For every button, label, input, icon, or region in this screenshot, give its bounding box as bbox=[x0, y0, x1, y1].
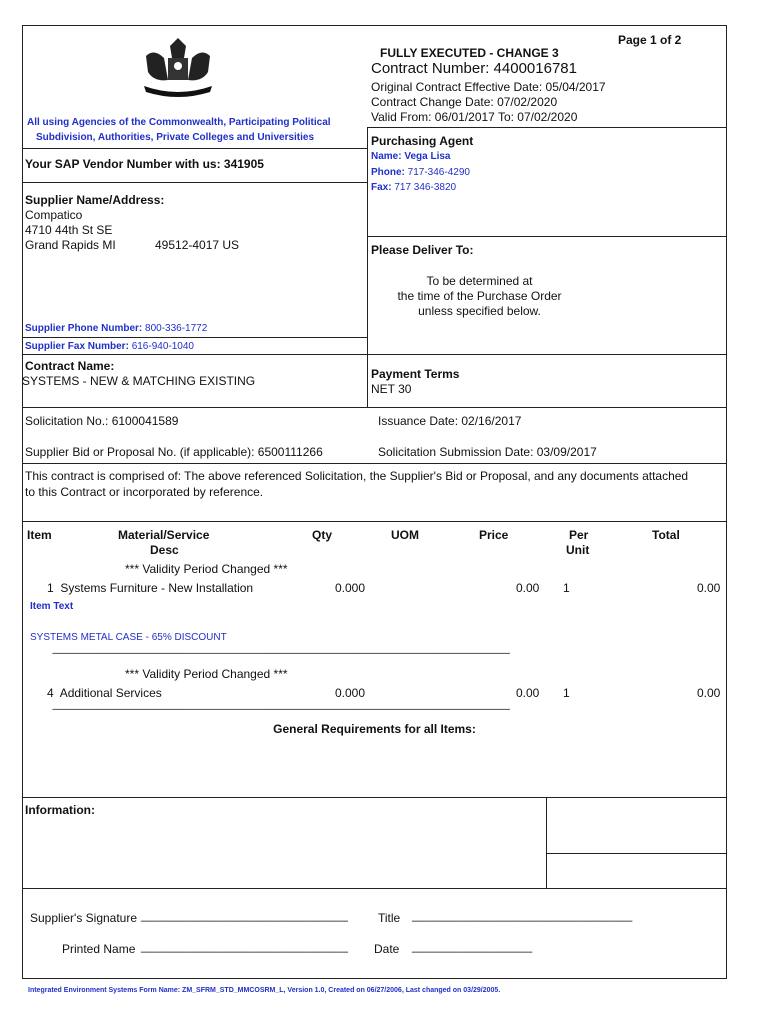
contract-number: Contract Number: 4400016781 bbox=[371, 60, 577, 77]
item-qty: 0.000 bbox=[335, 686, 366, 700]
comprised-line-2: to this Contract or incorporated by reference. bbox=[25, 485, 264, 499]
item-num: 4 Additional Services bbox=[47, 686, 162, 700]
divider bbox=[367, 127, 368, 407]
divider bbox=[22, 888, 727, 889]
comprised-line-1: This contract is comprised of: The above referenced Solicitation, the Supplier's Bid or Proposal, and any documents attached bbox=[25, 469, 689, 483]
date-label: Date bbox=[374, 942, 400, 956]
item-per: 1 bbox=[563, 686, 570, 700]
divider bbox=[22, 148, 367, 149]
divider bbox=[22, 337, 367, 338]
supplier-name: Compatico bbox=[25, 208, 83, 222]
form-footer: Integrated Environment Systems Form Name: ZM_SFRM_STD_MMCOSRM_L, Version 1.0, Created on 06/27/2006, Last changed on 03/29/2005. bbox=[28, 987, 501, 994]
page-number: Page 1 of 2 bbox=[618, 33, 682, 47]
valid-range: Valid From: 06/01/2017 To: 07/02/2020 bbox=[371, 110, 578, 124]
agent-fax: Fax: 717 346-3820 bbox=[371, 182, 457, 193]
vendor-number: Your SAP Vendor Number with us: 341905 bbox=[25, 157, 264, 171]
title-line[interactable]: _________________________________ bbox=[412, 908, 633, 922]
divider bbox=[367, 236, 727, 237]
agent-phone: Phone: 717-346-4290 bbox=[371, 167, 470, 178]
deliver-heading: Please Deliver To: bbox=[371, 243, 474, 257]
contract-name-heading: Contract Name: bbox=[25, 359, 115, 373]
agencies-line-2: Subdivision, Authorities, Private Colleges and Universities bbox=[36, 132, 315, 143]
col-per-2: Unit bbox=[566, 543, 590, 557]
information-heading: Information: bbox=[25, 803, 95, 817]
item-text-label: Item Text bbox=[30, 601, 74, 612]
item-total: 0.00 bbox=[697, 686, 721, 700]
agent-heading: Purchasing Agent bbox=[371, 134, 474, 148]
payment-terms: NET 30 bbox=[371, 382, 412, 396]
date-line[interactable]: __________________ bbox=[412, 939, 533, 953]
supplier-phone: Supplier Phone Number: 800-336-1772 bbox=[25, 323, 208, 334]
divider bbox=[22, 354, 727, 355]
separator-dashes: ------------------------------------------------------------------------------------------------------------------------------------------------------------------------------------------------------------------------------------- bbox=[52, 704, 510, 714]
supplier-city: Grand Rapids MI bbox=[25, 238, 116, 252]
contract-name: SYSTEMS - NEW & MATCHING EXISTING bbox=[22, 374, 256, 388]
bid-number: Supplier Bid or Proposal No. (if applicable): 6500111266 bbox=[25, 445, 323, 459]
col-uom: UOM bbox=[391, 528, 419, 542]
deliver-line-1: To be determined at bbox=[426, 274, 533, 288]
general-requirements: General Requirements for all Items: bbox=[273, 722, 476, 736]
divider bbox=[367, 127, 727, 128]
col-total: Total bbox=[652, 528, 680, 542]
col-item: Item bbox=[27, 528, 52, 542]
agent-name: Name: Vega Lisa bbox=[371, 151, 451, 162]
submission-date: Solicitation Submission Date: 03/09/2017 bbox=[378, 445, 597, 459]
col-per: Per bbox=[569, 528, 589, 542]
supplier-fax: Supplier Fax Number: 616-940-1040 bbox=[25, 341, 194, 352]
supplier-heading: Supplier Name/Address: bbox=[25, 193, 165, 207]
title-label: Title bbox=[378, 911, 401, 925]
item-text: SYSTEMS METAL CASE - 65% DISCOUNT bbox=[30, 632, 227, 643]
col-price: Price bbox=[479, 528, 509, 542]
printed-name-line[interactable]: _______________________________ bbox=[141, 939, 348, 953]
item-validity: *** Validity Period Changed *** bbox=[125, 562, 288, 576]
item-validity: *** Validity Period Changed *** bbox=[125, 667, 288, 681]
change-date: Contract Change Date: 07/02/2020 bbox=[371, 95, 558, 109]
item-total: 0.00 bbox=[697, 581, 721, 595]
item-price: 0.00 bbox=[516, 686, 540, 700]
solicitation-number: Solicitation No.: 6100041589 bbox=[25, 414, 179, 428]
supplier-zip: 49512-4017 US bbox=[155, 238, 240, 252]
item-num: 1 Systems Furniture - New Installation bbox=[47, 581, 254, 595]
divider bbox=[546, 797, 547, 888]
separator-dashes: ------------------------------------------------------------------------------------------------------------------------------------------------------------------------------------------------------------------------------------- bbox=[52, 648, 510, 658]
signature-line[interactable]: _______________________________ bbox=[141, 908, 348, 922]
agencies-line-1: All using Agencies of the Commonwealth, Participating Political bbox=[27, 117, 331, 128]
printed-name-label: Printed Name bbox=[62, 942, 136, 956]
item-per: 1 bbox=[563, 581, 570, 595]
contract-status: FULLY EXECUTED - CHANGE 3 bbox=[380, 46, 559, 60]
divider bbox=[22, 407, 727, 408]
payment-heading: Payment Terms bbox=[371, 367, 460, 381]
divider bbox=[546, 853, 727, 854]
effective-date: Original Contract Effective Date: 05/04/2017 bbox=[371, 80, 606, 94]
col-desc-2: Desc bbox=[150, 543, 179, 557]
divider bbox=[22, 521, 727, 522]
divider bbox=[22, 797, 727, 798]
supplier-street: 4710 44th St SE bbox=[25, 223, 113, 237]
divider bbox=[22, 463, 727, 464]
deliver-line-3: unless specified below. bbox=[418, 304, 541, 318]
issuance-date: Issuance Date: 02/16/2017 bbox=[378, 414, 522, 428]
item-qty: 0.000 bbox=[335, 581, 366, 595]
signature-label: Supplier's Signature bbox=[30, 911, 138, 925]
divider bbox=[22, 182, 367, 183]
col-desc: Material/Service bbox=[118, 528, 210, 542]
state-seal-icon bbox=[140, 36, 216, 98]
item-price: 0.00 bbox=[516, 581, 540, 595]
col-qty: Qty bbox=[312, 528, 333, 542]
deliver-line-2: the time of the Purchase Order bbox=[397, 289, 562, 303]
